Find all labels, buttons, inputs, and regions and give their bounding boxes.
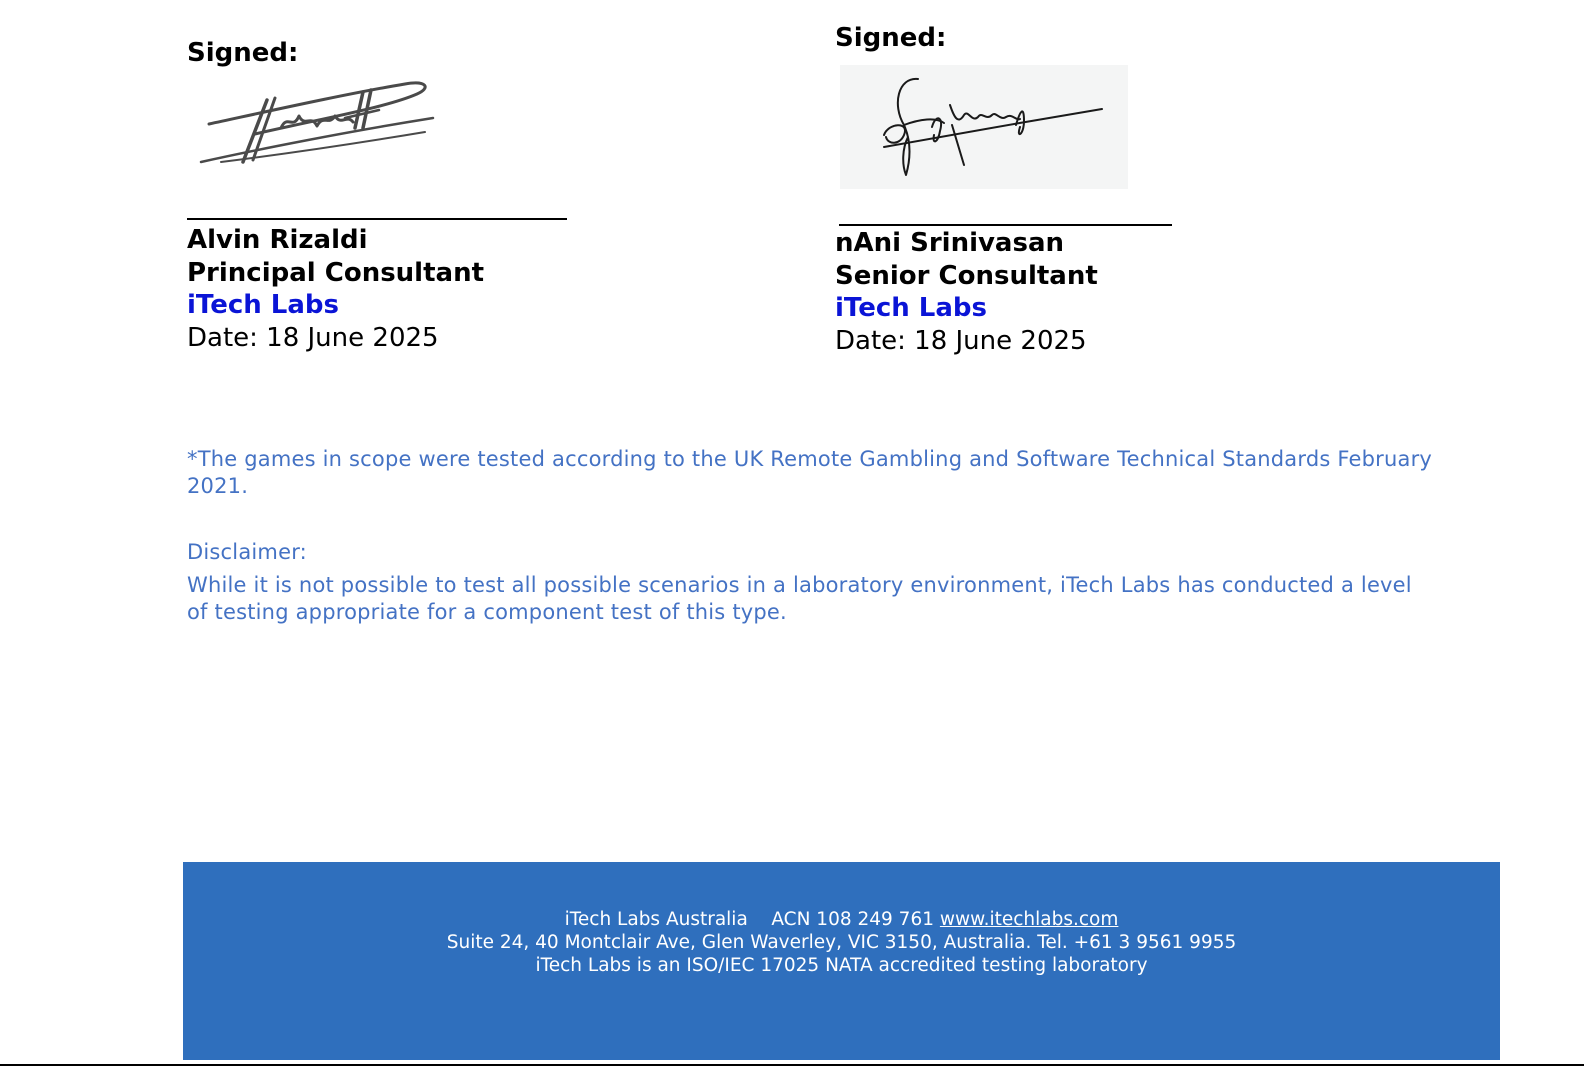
signature-image-left [195, 72, 440, 172]
signature-image-right [840, 65, 1128, 189]
signatory-company: iTech Labs [187, 290, 340, 320]
signatory-name: Alvin Rizaldi [187, 225, 368, 255]
signatory-company: iTech Labs [835, 293, 988, 323]
footer-website-link[interactable]: www.itechlabs.com [939, 909, 1119, 930]
signatory-title: Senior Consultant [835, 260, 1098, 291]
footer-banner [183, 862, 1500, 1060]
signatory-block-left [187, 224, 484, 354]
disclaimer-text: While it is not possible to test all possible scenarios in a laboratory environment, iTech Labs has conducted a level of testing appropriate for a component test of this type. [187, 573, 1412, 624]
signed-label-left: Signed: [187, 38, 299, 68]
signatory-name: nAni Srinivasan [835, 228, 1065, 258]
signature-line-right [839, 224, 1172, 226]
footer-acn: ACN 108 249 761 [771, 909, 934, 930]
footer-address: Suite 24, 40 Montclair Ave, Glen Waverley, VIC 3150, Australia. Tel. +61 3 9561 9955 [446, 932, 1237, 953]
signed-label-right: Signed: [835, 23, 947, 53]
scope-note: *The games in scope were tested according to the UK Remote Gambling and Software Technical Standards February 2021. [187, 447, 1433, 498]
footer-line-company [183, 908, 1500, 931]
signature-date: Date: 18 June 2025 [835, 325, 1087, 356]
footer-accreditation: iTech Labs is an ISO/IEC 17025 NATA accredited testing laboratory [535, 955, 1148, 976]
page-bottom-rule [0, 1064, 1584, 1066]
signature-date: Date: 18 June 2025 [187, 322, 439, 353]
signature-line-left [187, 218, 567, 220]
signatory-title: Principal Consultant [187, 257, 485, 288]
disclaimer-heading: Disclaimer: [187, 540, 307, 564]
signatory-block-right [835, 227, 1098, 357]
footer-company-name: iTech Labs Australia [564, 909, 748, 930]
